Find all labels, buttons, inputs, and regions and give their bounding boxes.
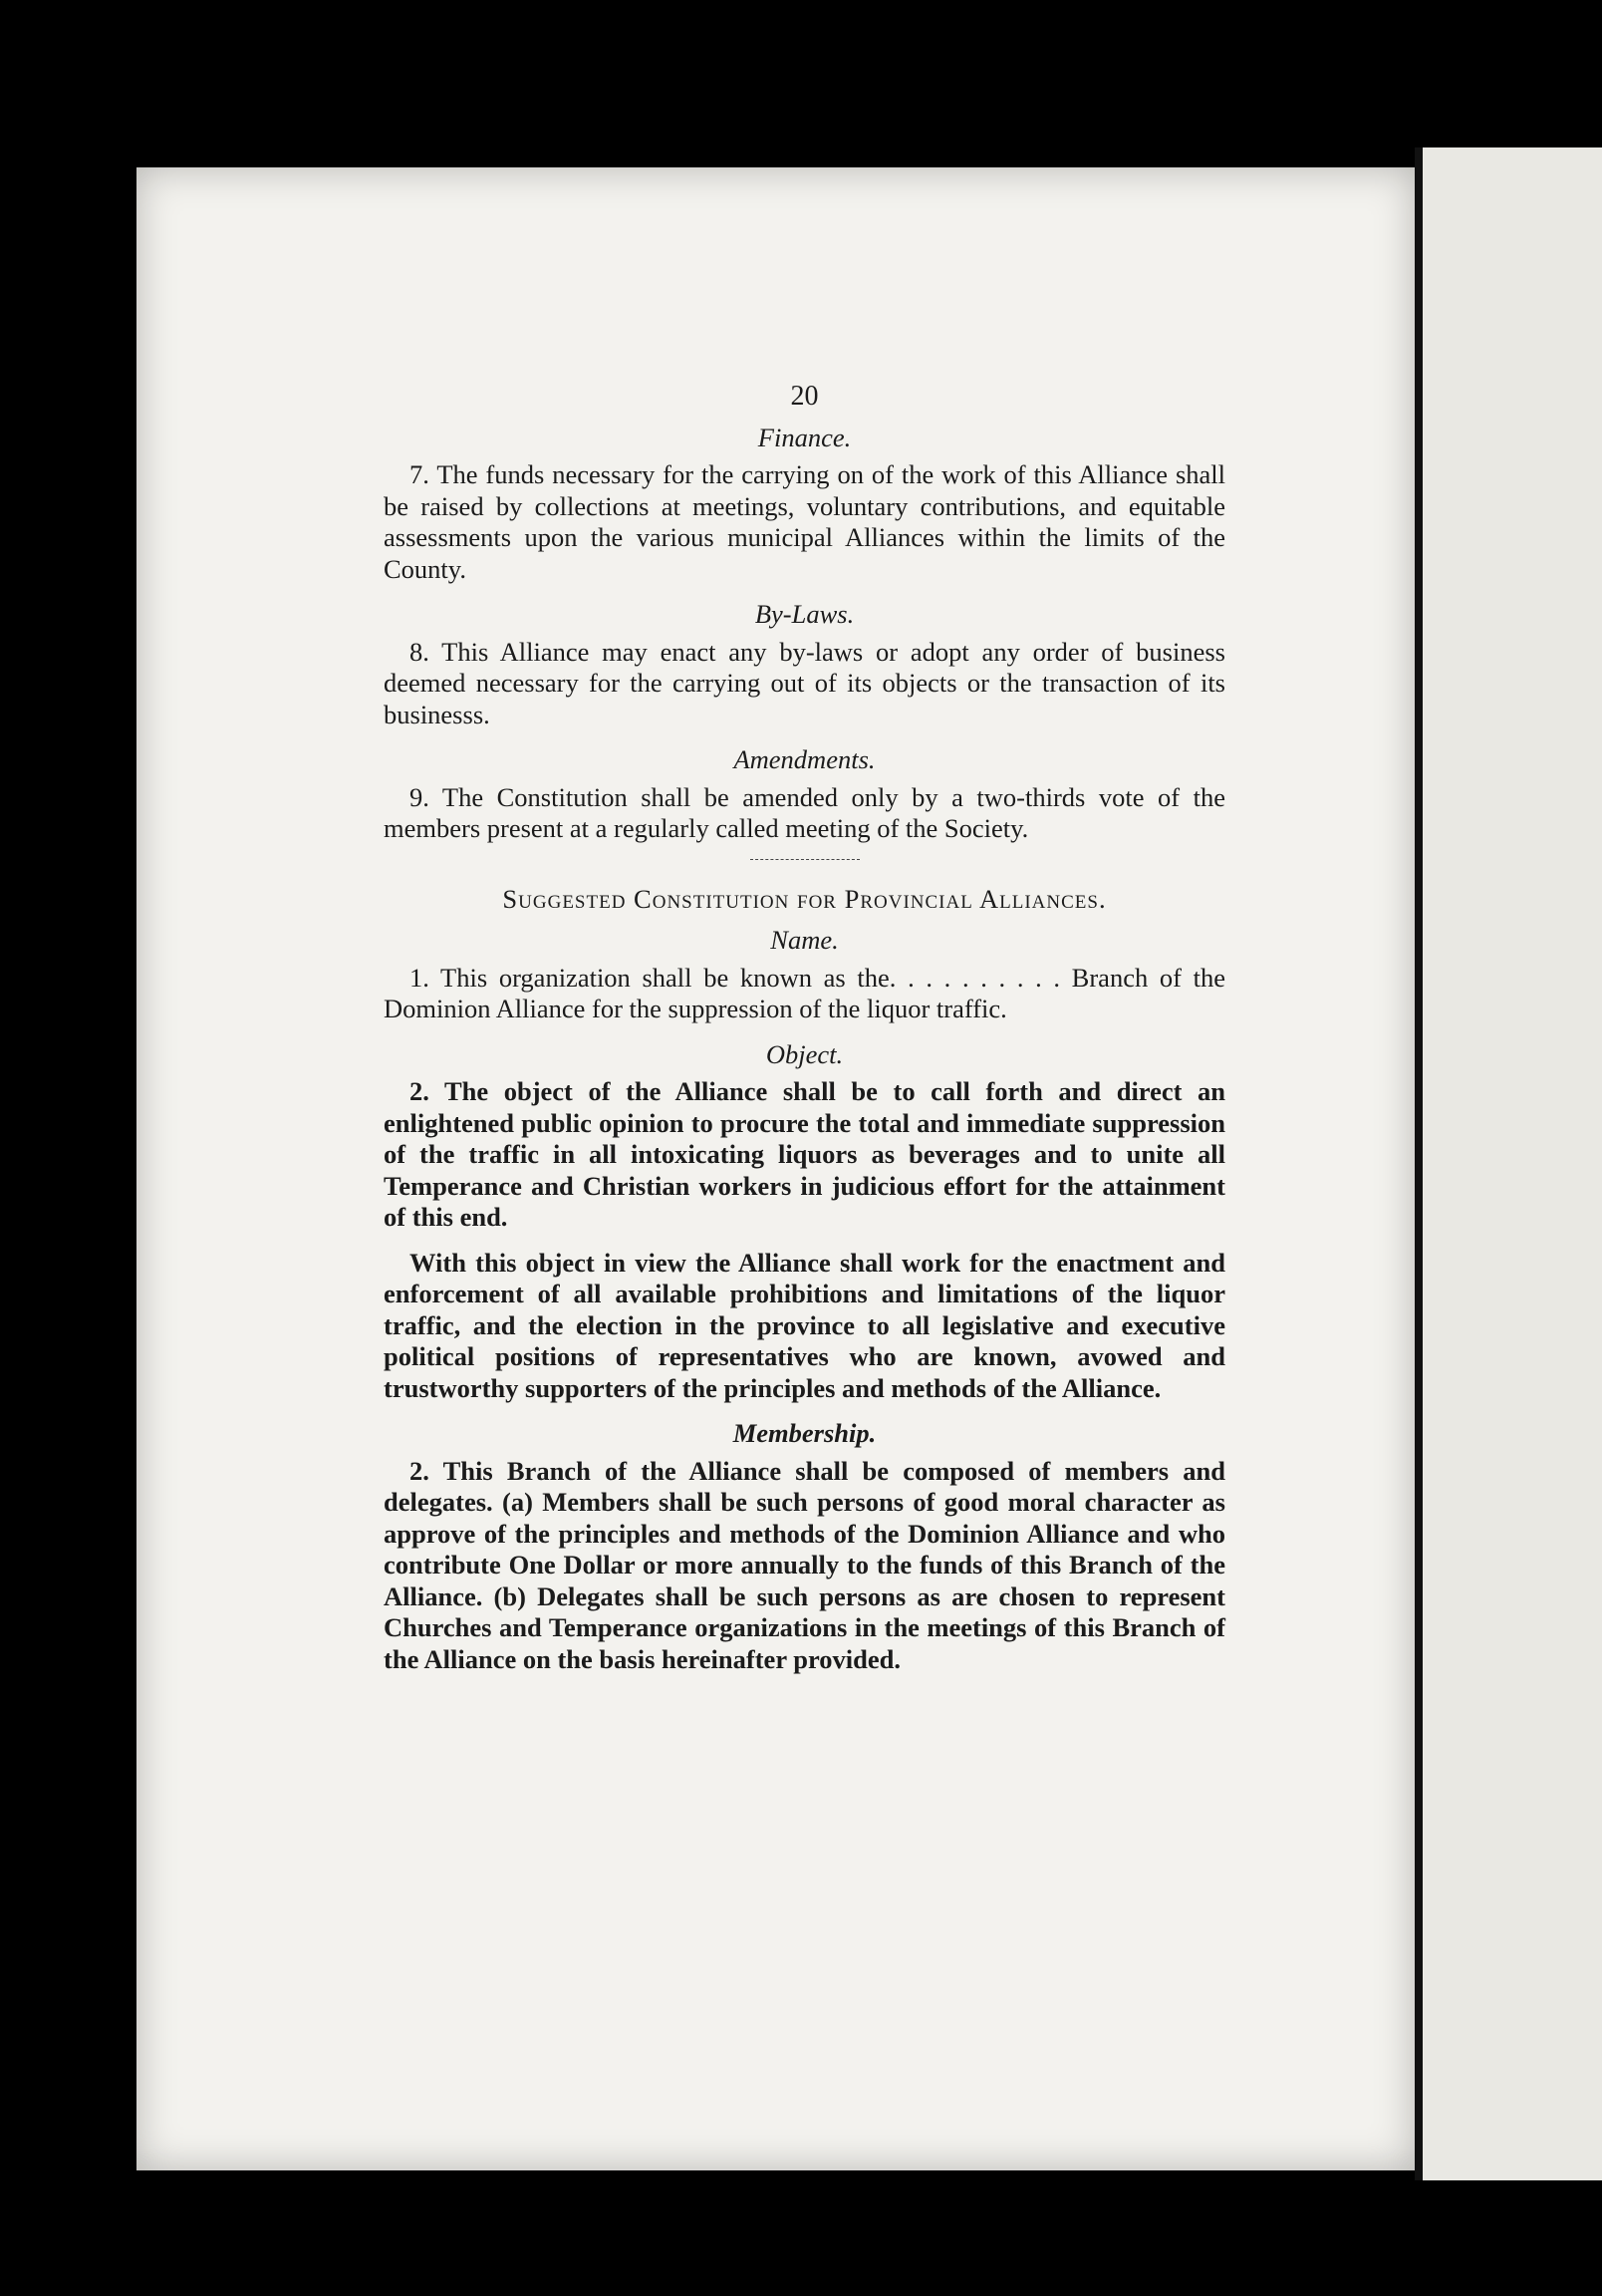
name-heading: Name.: [770, 925, 839, 955]
page-text-block: [384, 369, 1225, 1689]
finance-paragraph: 7. The funds necessary for the carrying on of the work of this Alliance shall be raised by collections at meetings, voluntary contributions, and equitable assessments upon the various municipal Alliances within the limits of the County.: [384, 459, 1225, 584]
page-number: 20: [790, 381, 819, 412]
amendments-paragraph: 9. The Constitution shall be amended only by a two-thirds vote of the members present at a regularly called meeting of the Society.: [384, 781, 1225, 843]
membership-paragraph: 2. This Branch of the Alliance shall be composed of members and delegates. (a) Members shall be such persons of good moral character as approve of the principles and methods of the Dominion Alliance and who contribute One Dollar or more annually to the funds of this Branch of the Alliance. (b) Delegates shall be such persons as are chosen to represent Churches and Temperance organizations in the meetings of this Branch of the Alliance on the basis hereinafter provided.: [384, 1455, 1225, 1674]
name-paragraph: 1. This organization shall be known as the. . . . . . . . . . Branch of the Dominion Alliance for the suppression of the liquor traffic.: [384, 962, 1225, 1023]
bylaws-paragraph: 8. This Alliance may enact any by-laws or adopt any order of business deemed necessary for the carrying out of its objects or the transaction of its businesss.: [384, 636, 1225, 729]
finance-heading: Finance.: [757, 422, 852, 452]
membership-heading: Membership.: [732, 1418, 877, 1448]
amendments-heading: Amendments.: [733, 744, 876, 774]
bylaws-heading: By-Laws.: [754, 599, 855, 629]
page-gutter: [1415, 147, 1423, 2180]
object-heading: Object.: [765, 1038, 844, 1069]
object-paragraph: 2. The object of the Alliance shall be to call forth and direct an enlightened public opinion to procure the total and immediate suppression of the traffic in all intoxicating liquors as beverages and to unite all Temperance and Christian workers in judicious effort for the attainment of this end.: [384, 1076, 1225, 1232]
section-title: Suggested Constitution for Provincial Alliances.: [502, 883, 1107, 914]
object-paragraph-2: With this object in view the Alliance shall work for the enactment and enforcement of all available prohibitions and limitations of the liquor traffic, and the election in the province to all legislative and executive political positions of representatives who are known, avowed and trustworthy supporters of the principles and methods of the Alliance.: [384, 1247, 1225, 1403]
adjacent-page-edge: [1423, 147, 1602, 2180]
section-divider: [750, 859, 860, 860]
